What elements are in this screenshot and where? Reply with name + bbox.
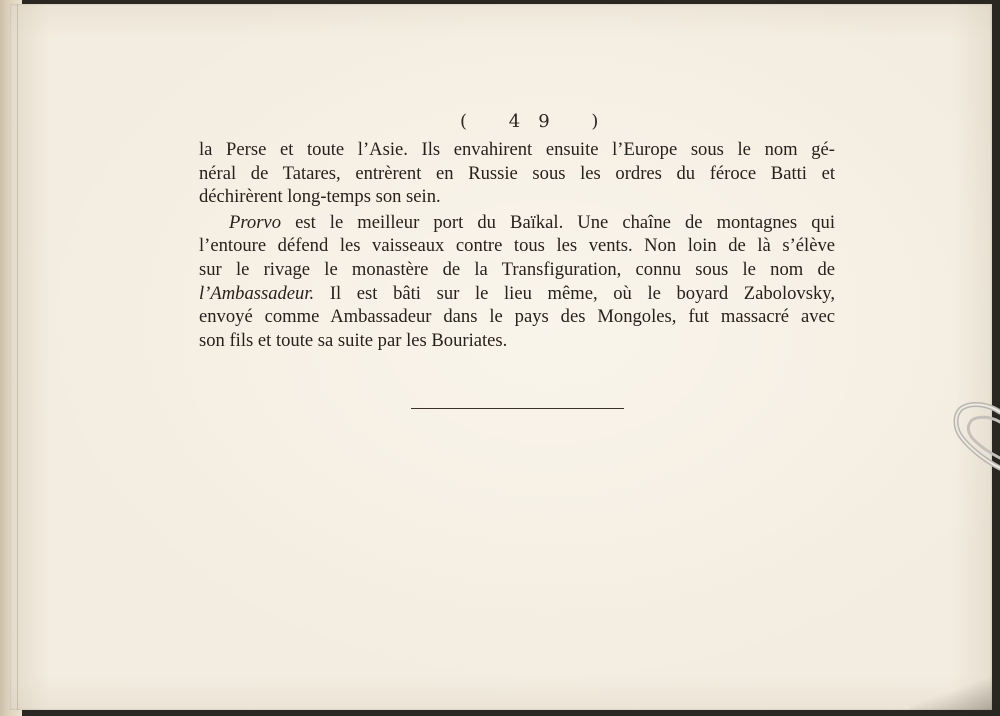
text-line: son fils et toute sa suite par les Bouriates.: [199, 329, 508, 351]
paper-sheet: [10, 4, 992, 710]
text-line: [199, 211, 835, 235]
text-line: [199, 282, 835, 306]
text-line: envoyé comme Ambassadeur dans le pays des Mongoles, fut massacré avec: [199, 306, 835, 328]
italic-place-name: Prorvo: [229, 211, 281, 233]
paper-clip-icon: [948, 398, 1000, 474]
text-line: l’entoure défend les vaisseaux contre tous les vents. Non loin de là s’élève: [199, 235, 835, 257]
text-line: la Perse et toute l’Asie. Ils envahirent ensuite l’Europe sous le nom gé-: [199, 139, 835, 160]
text-line: sur le rivage le monastère de la Transfiguration, connu sous le nom de: [199, 258, 835, 280]
text-line: déchirèrent long-temps son sein.: [199, 186, 441, 208]
end-rule: [411, 408, 624, 409]
body-text: [199, 138, 835, 352]
italic-monastery-name: l’Ambassadeur.: [199, 282, 315, 304]
page-number: ( 49 ): [460, 111, 617, 132]
binding-fold-line: [17, 4, 18, 710]
page-corner-shadow: [910, 676, 1000, 716]
text-line: néral de Tatares, entrèrent en Russie sous les ordres du féroce Batti et: [199, 162, 835, 184]
text-line-rest: Il est bâti sur le lieu même, où le boyard Zabolovsky,: [314, 282, 835, 304]
text-line-rest: est le meilleur port du Baïkal. Une chaîne de montagnes qui: [281, 211, 835, 233]
